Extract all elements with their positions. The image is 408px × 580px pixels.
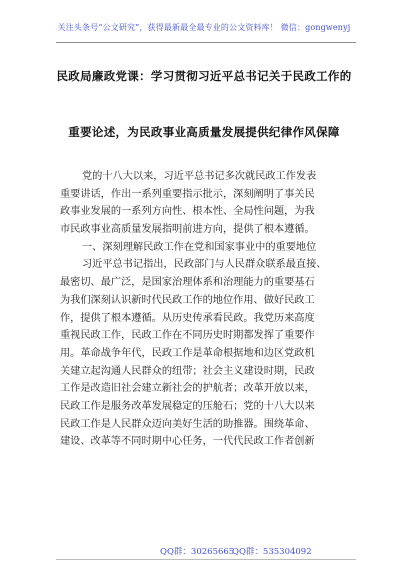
footer-qq-group-1: QQ群：30265665 <box>160 547 235 557</box>
body-line: 关建立起沟通人民群众的纽带；社会主义建设时期，民政 <box>60 365 315 377</box>
footer-qq-group-2: QQ群：535304092 <box>232 547 312 557</box>
body-line: 民政工作是服务改革发展稳定的压舱石；党的十八大以来 <box>60 400 315 412</box>
body-line: 重要讲话，作出一系列重要指示批示，深刻阐明了事关民 <box>60 188 315 200</box>
document-title-line-2: 重要论述，为民政事业高质量发展提供纪律作风保障 <box>68 125 340 139</box>
body-line: 用。革命战争年代，民政工作是革命根据地和边区党政机 <box>60 347 315 359</box>
body-line: 建设、改革等不同时期中心任务，一代代民政工作者创新 <box>60 436 315 448</box>
header-promo-text: 关注头条号“公文研究”，获得最新最全最专业的公文资料库！ 微信：gongwenyj <box>57 23 351 32</box>
document-body <box>60 168 352 451</box>
body-line: 习近平总书记指出，民政部门与人民群众联系最直接、 <box>82 259 327 271</box>
header-divider <box>56 42 356 43</box>
body-line: 为我们深刻认识新时代民政工作的地位作用、做好民政工 <box>60 294 315 306</box>
body-line: 作，提供了根本遵循。从历史传承看民政。我党历来高度 <box>60 312 315 324</box>
footer-divider <box>56 559 356 560</box>
body-line: 最密切、最广泛，是国家治理体系和治理能力的重要基石 <box>60 277 315 289</box>
body-line: 工作是改造旧社会建立新社会的护航者；改革开放以来， <box>60 383 315 395</box>
body-line: 党的十八大以来，习近平总书记多次就民政工作发表 <box>82 171 317 182</box>
body-line: 重视民政工作，民政工作在不同历史时期都发挥了重要作 <box>60 330 315 342</box>
body-line: 政事业发展的一系列方向性、根本性、全局性问题，为我 <box>60 206 315 218</box>
section-heading: 一、深刻理解民政工作在党和国家事业中的重要地位 <box>82 241 317 253</box>
body-line: 市民政事业高质量发展指明前进方向，提供了根本遵循。 <box>60 224 315 236</box>
document-title-line-1: 民政局廉政党课：学习贯彻习近平总书记关于民政工作的 <box>56 69 352 83</box>
body-line: 民政工作是人民群众迈向美好生活的助推器。围绕革命、 <box>60 418 315 430</box>
